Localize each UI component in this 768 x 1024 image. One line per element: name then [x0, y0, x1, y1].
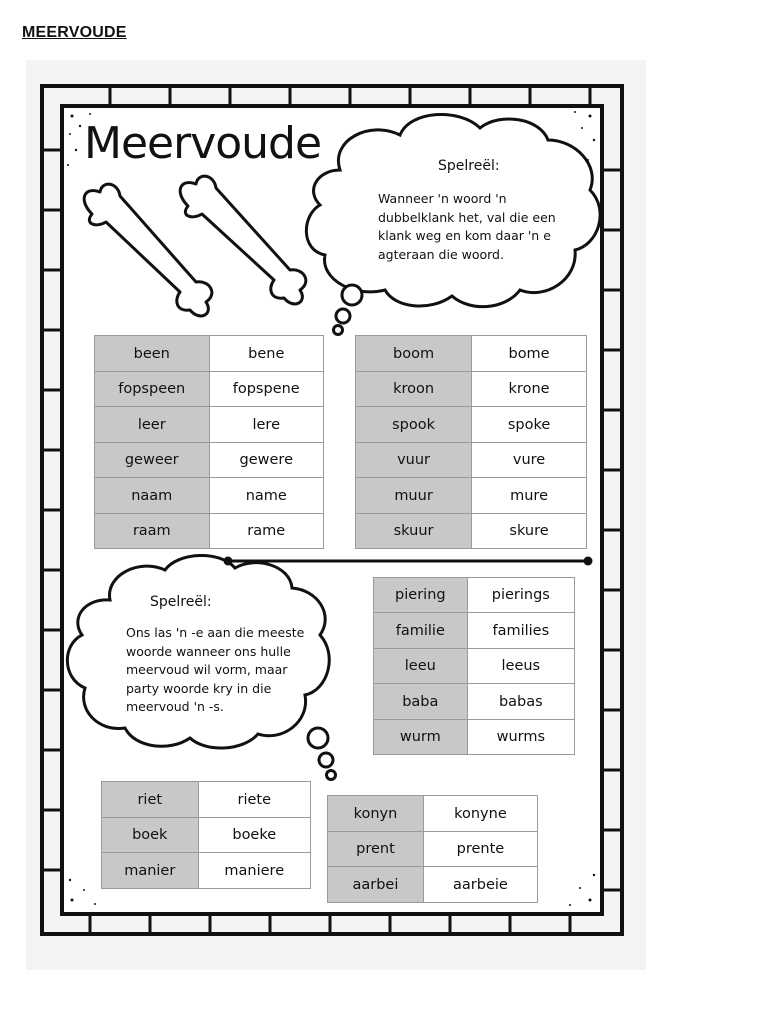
table-row	[102, 782, 311, 818]
singular-cell: familie	[374, 613, 468, 649]
table-row	[95, 514, 324, 549]
singular-cell: boom	[356, 336, 472, 372]
table-row	[374, 649, 575, 684]
plural-cell: bene	[209, 336, 324, 372]
word-table-4	[101, 781, 311, 889]
singular-cell: been	[95, 336, 210, 372]
plural-cell: leeus	[467, 649, 574, 684]
plural-cell: families	[467, 613, 574, 649]
singular-cell: aarbei	[328, 867, 424, 903]
table-row	[356, 372, 587, 407]
singular-cell: kroon	[356, 372, 472, 407]
plural-cell: riete	[198, 782, 310, 818]
singular-cell: manier	[102, 853, 199, 889]
singular-cell: boek	[102, 818, 199, 853]
table-row	[356, 443, 587, 478]
table-row	[95, 407, 324, 443]
plural-cell: pierings	[467, 578, 574, 613]
plural-cell: konyne	[423, 796, 537, 832]
rule-2-line: meervoud 'n -s.	[126, 699, 224, 714]
rule-2-line: Ons las 'n -e aan die meeste	[126, 625, 305, 640]
plural-cell: maniere	[198, 853, 310, 889]
rule-1-title: Spelreël:	[438, 158, 500, 174]
singular-cell: raam	[95, 514, 210, 549]
plural-cell: prente	[423, 832, 537, 867]
word-table-2	[355, 335, 587, 549]
plural-cell: rame	[209, 514, 324, 549]
rule-1-line: Wanneer 'n woord 'n	[378, 191, 507, 206]
plural-cell: boeke	[198, 818, 310, 853]
rule-2-title: Spelreël:	[150, 594, 212, 610]
rule-1-line: agteraan die woord.	[378, 246, 504, 262]
table-row	[95, 478, 324, 514]
plural-cell: fopspene	[209, 372, 324, 407]
table-row	[328, 832, 538, 867]
plural-cell: bome	[472, 336, 587, 372]
rule-1-line: dubbelklank het, val die een	[378, 209, 556, 225]
plural-cell: skure	[472, 514, 587, 549]
rule-2-line: woorde wanneer ons hulle	[126, 643, 291, 659]
table-row	[374, 578, 575, 613]
singular-cell: prent	[328, 832, 424, 867]
table-row	[95, 372, 324, 407]
plural-cell: mure	[472, 478, 587, 514]
table-row	[374, 720, 575, 755]
table-row	[328, 867, 538, 903]
singular-cell: wurm	[374, 720, 468, 755]
word-table-1	[94, 335, 324, 549]
singular-cell: skuur	[356, 514, 472, 549]
singular-cell: fopspeen	[95, 372, 210, 407]
table-row	[95, 336, 324, 372]
plural-cell: lere	[209, 407, 324, 443]
plural-cell: vure	[472, 443, 587, 478]
plural-cell: babas	[467, 684, 574, 720]
table-row	[356, 514, 587, 549]
singular-cell: muur	[356, 478, 472, 514]
rule-2-line: meervoud wil vorm, maar	[126, 662, 288, 677]
singular-cell: geweer	[95, 443, 210, 478]
table-row	[356, 336, 587, 372]
singular-cell: konyn	[328, 796, 424, 832]
singular-cell: spook	[356, 407, 472, 443]
plural-cell: gewere	[209, 443, 324, 478]
singular-cell: vuur	[356, 443, 472, 478]
table-row	[374, 684, 575, 720]
plural-cell: krone	[472, 372, 587, 407]
table-row	[328, 796, 538, 832]
table-row	[356, 478, 587, 514]
table-row	[102, 818, 311, 853]
table-row	[95, 443, 324, 478]
rule-2-line: party woorde kry in die	[126, 680, 272, 696]
singular-cell: naam	[95, 478, 210, 514]
word-table-3	[373, 577, 575, 755]
singular-cell: baba	[374, 684, 468, 720]
document-heading: MEERVOUDE	[22, 24, 127, 41]
singular-cell: leeu	[374, 649, 468, 684]
plural-cell: spoke	[472, 407, 587, 443]
rule-1-line: klank weg en kom daar 'n e	[378, 228, 551, 243]
plural-cell: aarbeie	[423, 867, 537, 903]
plural-cell: wurms	[467, 720, 574, 755]
rule-1-text	[378, 190, 578, 264]
poster-title: Meervoude	[84, 118, 322, 169]
singular-cell: leer	[95, 407, 210, 443]
table-row	[102, 853, 311, 889]
plural-cell: name	[209, 478, 324, 514]
word-table-5	[327, 795, 538, 903]
singular-cell: piering	[374, 578, 468, 613]
table-row	[374, 613, 575, 649]
table-row	[356, 407, 587, 443]
rule-2-text	[126, 624, 316, 717]
singular-cell: riet	[102, 782, 199, 818]
